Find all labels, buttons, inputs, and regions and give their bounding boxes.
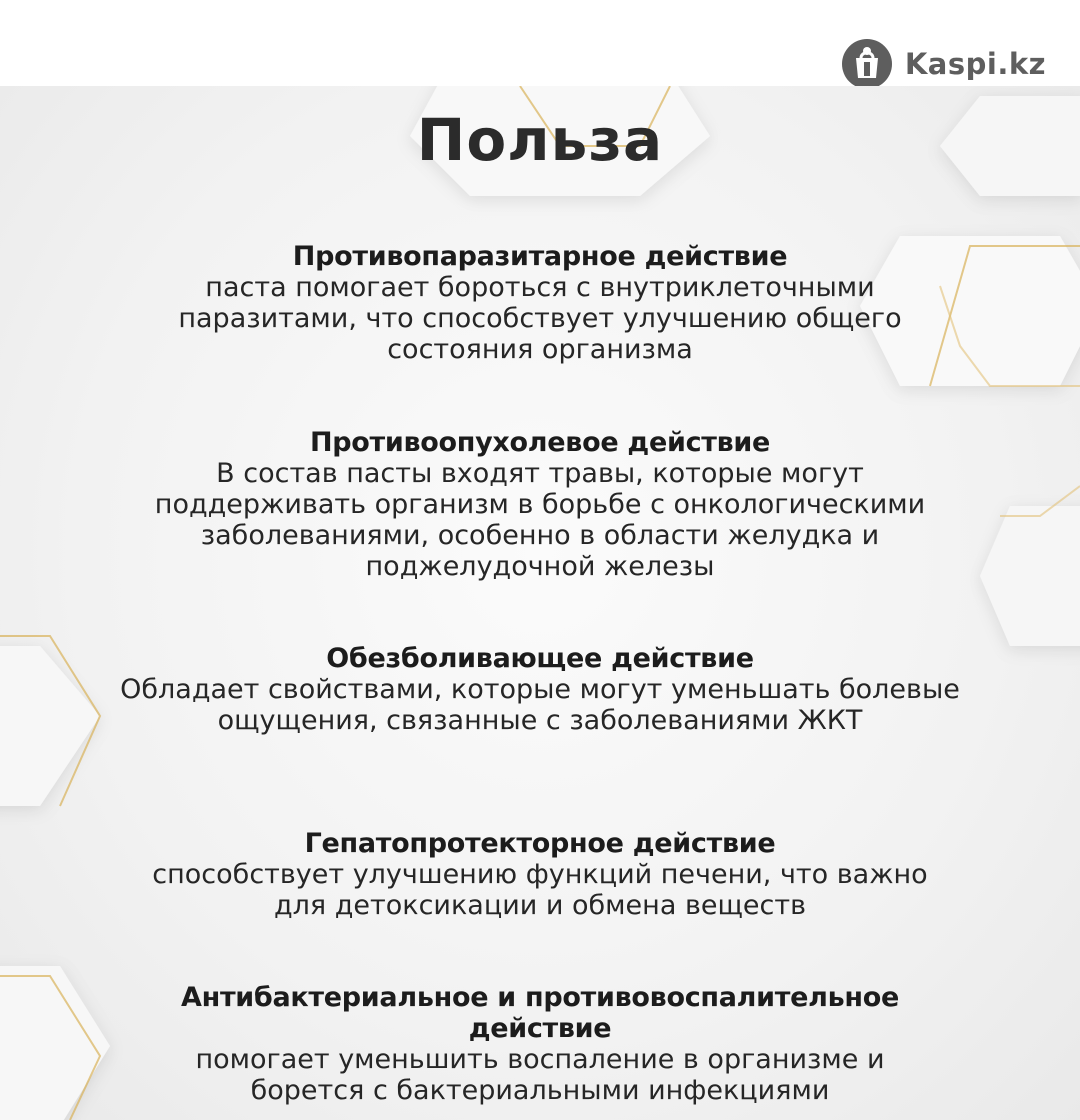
benefits-poster [0, 86, 1080, 1120]
page-title: Польза [416, 106, 664, 174]
benefit-hepatoprotective [80, 828, 1000, 921]
benefit-heading: Противоопухолевое действие [309, 427, 771, 458]
benefit-text: способствует улучшению функций печени, что важно для детоксикации и обмена веществ [152, 859, 928, 921]
benefit-text: В состав пасты входят травы, которые могут поддерживать организм в борьбе с онкологическими заболеваниями, особенно в области желудка и поджелудочной железы [154, 458, 926, 582]
benefit-text: паста помогает бороться с внутриклеточными паразитами, что способствует улучшению общего состояния организма [178, 272, 902, 365]
benefit-heading: Гепатопротекторное действие [304, 828, 776, 859]
benefit-heading: Обезболивающее действие [326, 643, 754, 674]
benefit-antitumor [80, 427, 1000, 582]
benefit-antiparasitic [80, 241, 1000, 365]
benefit-antibacterial [80, 982, 1000, 1106]
benefit-text: Обладает свойствами, которые могут уменьшать болевые ощущения, связанные с заболеваниями ЖКТ [120, 674, 960, 736]
benefit-analgesic [80, 643, 1000, 736]
brand-name: Kaspi.kz [904, 47, 1046, 81]
top-bar [0, 0, 1080, 86]
kaspi-logo-icon [841, 38, 893, 90]
kaspi-brand[interactable] [841, 38, 1046, 90]
benefit-heading: Антибактериальное и противовоспалительное действие [181, 982, 899, 1044]
benefit-text: помогает уменьшить воспаление в организме и борется с бактериальными инфекциями [195, 1044, 885, 1106]
benefit-heading: Противопаразитарное действие [292, 241, 788, 272]
